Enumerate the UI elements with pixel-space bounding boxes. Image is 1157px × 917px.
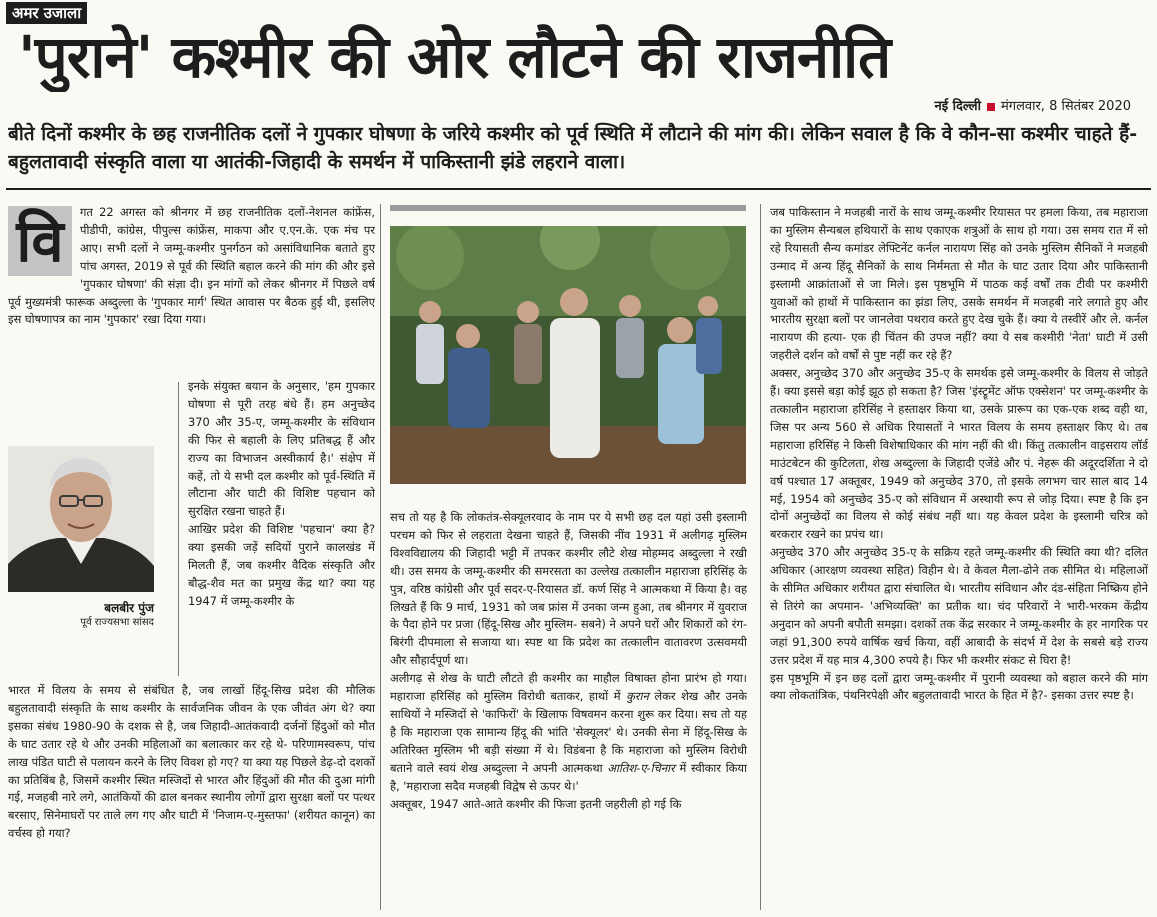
header-rule bbox=[6, 188, 1151, 190]
column-divider bbox=[380, 204, 381, 910]
column-1-intro bbox=[8, 204, 375, 376]
paragraph: अक्तूबर, 1947 आते-आते कश्मीर की फिजा इतनी जहरीली हो गई कि bbox=[390, 796, 682, 811]
column-3 bbox=[770, 204, 1148, 910]
photo-top-bar bbox=[390, 205, 746, 211]
paragraph: भारत में विलय के समय से संबंधित है, जब लाखों हिंदू-सिख प्रदेश की मौलिक बहुलतावादी संस्कृति के साथ कश्मीर के सार्वजनिक जीवन के एक जीवंत अंग थे? क्या इसका संबंध 1980-90 के दशक से है, जब जिहादी-आतंकवादी दर्जनों हिंदुओं को मौत के घाट उतार रहे थे और उनकी महिलाओं का बलात्कार कर रहे थे- परिणामस्वरूप, पांच लाख पंडित घाटी से पलायन करने के लिए विवश हो गए? या क्या यह पिछले डेढ़-दो दशकों का प्रतिबिंब है, जिसमें कश्मीर स्थित मस्जिदों से भारत और हिंदुओं की मौत की दुआ मांगी गई, मजहबी नारे लगे, आतंकियों की ढाल बनकर स्थानीय लोगों द्वारा सुरक्षा बलों पर पत्थर बरसाए, सिनेमाघरों पर ताले लग गए और घाटी में 'निजाम-ए-मुस्तफा' (शरीयत कानून) का वर्चस्व हो गया? bbox=[8, 683, 375, 841]
dropcap: वि bbox=[8, 206, 72, 276]
author-name: बलबीर पुंज bbox=[104, 601, 154, 615]
paragraph: अनुच्छेद 370 और अनुच्छेद 35-ए के सक्रिय रहते जम्मू-कश्मीर की स्थिति क्या थी? दलित अधिकार (आरक्षण व्यवस्था सहित) विहीन थे। वे केवल मैला-ढोने तक सीमित थे। महिलाओं के सीमित अधिकार शरीयत द्वारा संचालित थे। भारतीय संविधान और दंड-संहिता निष्क्रिय होने से तिरंगे का अपमान- 'अभिव्यक्ति' का प्रतीक था। चंद परिवारों ने भारी-भरकम केंद्रीय अनुदान को अपनी बपौती समझा। दशकों तक केंद्र सरकार ने जम्मू-कश्मीर के हर नागरिक पर जहां 91,300 रुपये वार्षिक खर्च किया, वहीं आबादी के संदर्भ में देश के सबसे बड़े राज्य उत्तर प्रदेश में यह मात्र 4,300 रुपये है। फिर भी कश्मीर संकट से घिरा है! bbox=[770, 545, 1148, 667]
dateline-separator bbox=[987, 103, 995, 111]
italic-book-title: आतिश-ए-चिनार bbox=[607, 760, 675, 775]
dateline-date: मंगलवार, 8 सितंबर 2020 bbox=[1000, 99, 1131, 114]
paragraph: गत 22 अगस्त को श्रीनगर में छह राजनीतिक दलों-नेशनल कांफ्रेंस, पीडीपी, कांग्रेस, पीपुल्स कांफ्रेंस, माकपा और ए.एन.के. एक मंच पर आए। सभी दलों ने जम्मू-कश्मीर पुनर्गठन को असांविधानिक बताते हुए पांच अगस्त, 2019 से पूर्व की स्थिति बहाल करने की मांग की और इसे 'गुपकार घोषणा' की संज्ञा दी। इन मांगों को लेकर श्रीनगर में पिछले वर्ष पूर्व मुख्यमंत्री फारूक अब्दुल्ला के 'गुपकार मार्ग' स्थित आवास पर बैठक हुई थी, इसलिए इस घोषणापत्र का नाम 'गुपकार' रखा दिया गया। bbox=[8, 205, 375, 327]
author-credit bbox=[14, 600, 154, 630]
column-1-bottom bbox=[8, 682, 375, 898]
paragraph: इस पृष्ठभूमि में इन छह दलों द्वारा जम्मू-कश्मीर में पुरानी व्यवस्था को बहाल करने की मांग क्या लोकतांत्रिक, पंथनिरपेक्षी और बहुलतावादी भारत के हित में है?- इसका उत्तर स्पष्ट है। bbox=[770, 670, 1148, 703]
column-divider bbox=[760, 204, 761, 910]
text-span: लेकर शेख और उनके साथियों ने मस्जिदों से 'काफिरों' के खिलाफ विषवमन करना शुरू कर दिया। सच तो यह है कि महाराजा एक सामान्य हिंदू की भांति 'सेक्यूलर' थे। उनकी सेना में हिंदू-सिख के अतिरिक्त मुस्लिम भी बड़ी संख्या में थे। विडंबना है कि महाराजा को मुस्लिम विरोधी बताने वाले स्वयं शेख अब्दुल्ला ने अपनी आत्मकथा bbox=[390, 689, 747, 775]
headline: 'पुराने' कश्मीर की ओर लौटने की राजनीति bbox=[18, 23, 891, 91]
text-span: अलीगढ़ से शेख के घाटी लौटते ही कश्मीर का माहौल विषाक्त होना प्रारंभ हो गया। महाराजा हरिसिंह को मुस्लिम विरोधी बताकर, हाथों में bbox=[390, 671, 747, 704]
paragraph: जब पाकिस्तान ने मजहबी नारों के साथ जम्मू-कश्मीर रियासत पर हमला किया, तब महाराजा का मुस्लिम सैन्यबल हथियारों के साथ एकाएक शत्रुओं के साथ हो गया। उस समय रात में सो रहे रियासती सैन्य कमांडर लेफ्टिनेंट कर्नल नारायण सिंह को उनके मुस्लिम सैनिकों ने मजहबी उन्माद में अन्य हिंदू सैनिकों के साथ निर्ममता से मौत के घाट उतार दिया और पाकिस्तानी इस्लामी आक्रांताओं से जा मिले। इस पृष्ठभूमि में पाठक कई वर्षों तक टीवी पर कश्मीरी युवाओं को हाथों में पाकिस्तान का झंडा लिए, उसके समर्थन में मजहबी नारे लगाते हुए और भारतीय सुरक्षा बलों पर जानलेवा पथराव करते हुए देख चुके हैं। क्या ये तस्वीरें और ले. कर्नल नारायण की हत्या- एक ही चिंतन की उपज नहीं? क्या ये सब कश्मीरी 'नेता' घाटी में उसी जहरीले दर्शन को वर्षों से पुष्ट नहीं कर रहे हैं? bbox=[770, 205, 1148, 363]
subheadline: बीते दिनों कश्मीर के छह राजनीतिक दलों ने गुपकार घोषणा के जरिये कश्मीर को पूर्व स्थिति में लौटाने की मांग की। लेकिन सवाल है कि वे कौन-सा कश्मीर चाहते हैं-बहुलतावादी संस्कृति वाला या आतंकी-जिहादी के समर्थन में पाकिस्तानी झंडे लहराने वाला। bbox=[8, 123, 1138, 173]
masthead-logo: अमर उजाला bbox=[6, 2, 87, 24]
paragraph: अक्सर, अनुच्छेद 370 और अनुच्छेद 35-ए के समर्थक इसे जम्मू-कश्मीर के विलय से जोड़ते हैं। क्या इससे बड़ा कोई झूठ हो सकता है? जिस 'इंस्ट्रूमेंट ऑफ एक्सेशन' पर जम्मू-कश्मीर के तत्कालीन महाराजा हरिसिंह ने हस्ताक्षर किया था, उसके प्रारूप का एक-एक शब्द वही था, जिस पर अन्य 560 से अधिक रियासतों ने भारत विलय के समय हस्ताक्षर किए थे। तब महाराजा हरिसिंह ने किसी विशेषाधिकार की मांग नहीं की थी। किंतु तत्कालीन वाइसराय लॉर्ड माउंटबेटन की कुटिलता, शेख अब्दुल्ला के जिहादी एजेंडे और पं. नेहरू की अदूरदर्शिता ने दो वर्ष पश्चात 17 अक्तूबर, 1949 को अनुच्छेद 370, तो इसके लगभग चार साल बाद 14 मई, 1954 को अनुच्छेद 35-ए को संविधान में अस्थायी रूप से जोड़ दिया। स्पष्ट है कि इन दोनों अनुच्छेदों का विलय से कोई संबंध नहीं था। यह केवल प्रदेश के इस्लामी चरित्र को बरकरार रखने का प्रपंच था। bbox=[770, 366, 1148, 542]
column-2 bbox=[390, 509, 747, 909]
author-photo bbox=[8, 446, 154, 592]
news-photo bbox=[390, 226, 746, 484]
italic-term: कुरान bbox=[626, 689, 649, 704]
dateline-city: नई दिल्ली bbox=[934, 99, 981, 114]
text-span: में स्वीकार किया है, 'महाराजा सदैव मजहबी विद्वेष से ऊपर थे।' bbox=[390, 760, 747, 793]
column-1-side bbox=[188, 378, 375, 676]
column-divider bbox=[178, 382, 179, 676]
paragraph bbox=[390, 670, 747, 795]
paragraph: इनके संयुक्त बयान के अनुसार, 'हम गुपकार घोषणा से पूरी तरह बंधे हैं। हम अनुच्छेद 370 और 35-ए, जम्मू-कश्मीर के संविधान की फिर से बहाली के लिए प्रतिबद्ध हैं और राज्य का विभाजन अस्वीकार्य है।' संक्षेप में कहें, तो ये सभी दल कश्मीर को पूर्व-स्थिति में लौटाना और घाटी की विशिष्ट पहचान को सुरक्षित रखना चाहते हैं। bbox=[188, 379, 375, 519]
paragraph: आखिर प्रदेश की विशिष्ट 'पहचान' क्या है? क्या इसकी जड़ें सदियों पुराने कालखंड में मिलती हैं, जब कश्मीर वैदिक संस्कृति और बौद्ध-शैव मत का प्रमुख केंद्र था? क्या यह 1947 में जम्मू-कश्मीर के bbox=[188, 522, 375, 608]
author-title: पूर्व राज्यसभा सांसद bbox=[80, 617, 154, 628]
paragraph: सच तो यह है कि लोकतंत्र-सेक्यूलरवाद के नाम पर ये सभी छह दल यहां उसी इस्लामी परचम को फिर से लहराता देखना चाहते हैं, जिसकी नींव 1931 में अलीगढ़ मुस्लिम विश्वविद्यालय की जिहादी भट्टी में तपकर कश्मीर लौटे शेख मोहम्मद अब्दुल्ला ने रखी थी। उस समय के जम्मू-कश्मीर की समरसता का उल्लेख तत्कालीन महाराजा हरिसिंह के पुत्र, वरिष्ठ कांग्रेसी और पूर्व सदर-ए-रियासत डॉ. कर्ण सिंह ने आत्मकथा में किया है। वह लिखते हैं कि 9 मार्च, 1931 को जब फ्रांस में उनका जन्म हुआ, तब श्रीनगर में युवराज के पैदा होने पर प्रजा (हिंदू-सिख और मुस्लिम- सबने) ने अपने घरों और शिकारों को रंग-बिरंगी दीपमाला से सजाया था। स्पष्ट था कि प्रदेश का तत्कालीन वातावरण उत्सवमयी और सौहार्दपूर्ण था। bbox=[390, 510, 747, 668]
dateline bbox=[935, 98, 1131, 116]
